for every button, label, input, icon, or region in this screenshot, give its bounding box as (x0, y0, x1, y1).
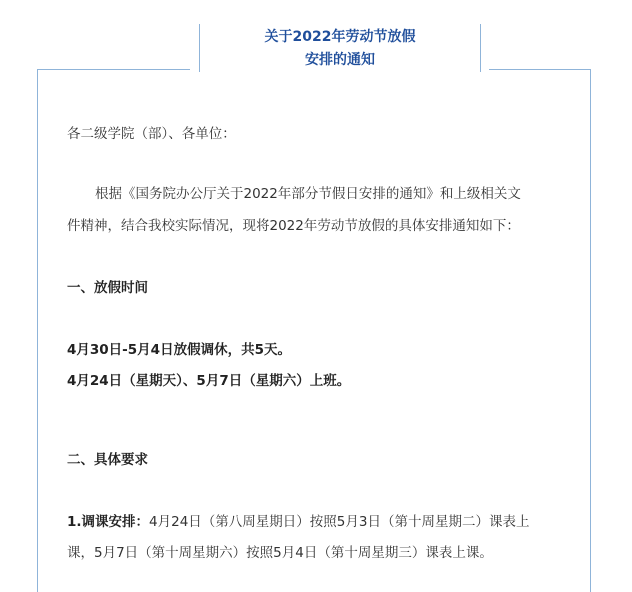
course-adjustment-line-2: 课，5月7日（第十周星期六）按照5月4日（第十周星期三）课表上课。 (67, 545, 493, 561)
holiday-period: 4月30日-5月4日放假调休，共5天。 (67, 342, 291, 358)
workdays: 4月24日（星期天）、5月7日（星期六）上班。 (67, 373, 351, 389)
section-2-heading: 二、具体要求 (67, 452, 148, 468)
frame-left-border (37, 69, 38, 592)
frame-right-border (590, 69, 591, 592)
page-title-line-2: 安排的通知 (305, 52, 375, 68)
section-1-heading: 一、放假时间 (67, 280, 148, 296)
intro-paragraph-line-1: 根据《国务院办公厅关于2022年部分节假日安排的通知》和上级相关文 (95, 186, 521, 202)
frame-top-left-border (37, 69, 190, 70)
course-adjustment-line-1 (67, 512, 529, 532)
frame-top-right-border (489, 69, 591, 70)
salutation: 各二级学院（部）、各单位： (67, 126, 236, 142)
intro-paragraph-line-2: 件精神，结合我校实际情况，现将2022年劳动节放假的具体安排通知如下： (67, 218, 520, 234)
page-title-line-1: 关于2022年劳动节放假 (264, 29, 416, 45)
course-adjustment-text: 4月24日（第八周星期日）按照5月3日（第十周星期二）课表上 (149, 514, 530, 530)
title-right-border (480, 24, 481, 72)
course-adjustment-label: 1.调课安排： (67, 514, 150, 530)
